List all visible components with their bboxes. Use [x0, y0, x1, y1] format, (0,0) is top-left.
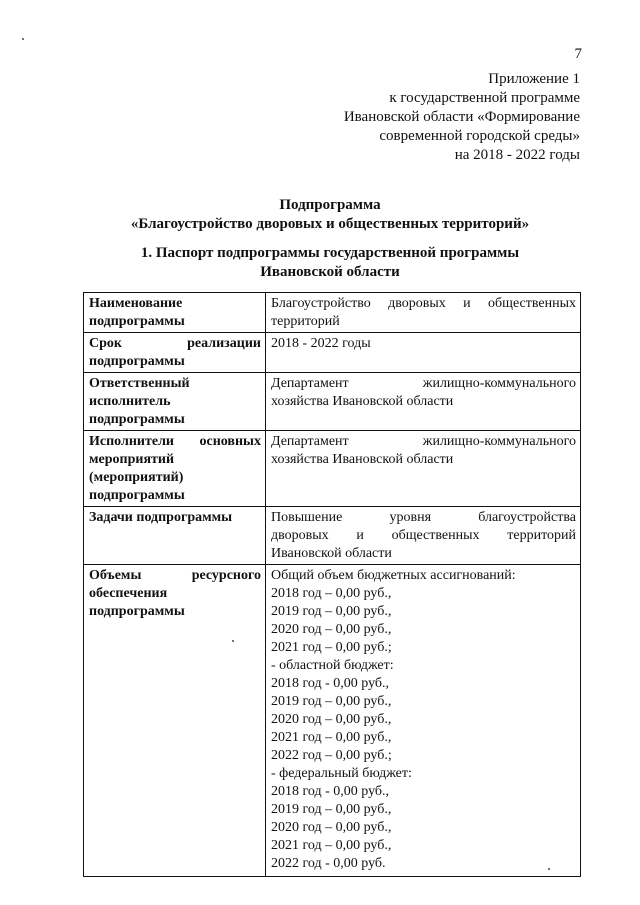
value-line: 2018 год - 0,00 руб., — [271, 676, 390, 691]
row-label — [84, 431, 266, 507]
label-line: подпрограммы — [89, 412, 185, 427]
row-value — [266, 565, 581, 877]
table-row — [84, 373, 581, 431]
passport-table — [83, 292, 581, 877]
scan-speck — [232, 640, 234, 642]
value-line: 2020 год – 0,00 руб., — [271, 820, 392, 835]
row-value — [266, 333, 581, 373]
value-line: территорий — [271, 314, 340, 329]
section-heading-line: 1. Паспорт подпрограммы государственной программы — [140, 245, 520, 261]
label-line: подпрограммы — [89, 354, 185, 369]
row-label — [84, 373, 266, 431]
row-value — [266, 373, 581, 431]
value-line: хозяйства Ивановской области — [271, 394, 454, 409]
label-line: Исполнители основных — [89, 434, 261, 449]
appendix-line: современной городской среды» — [379, 128, 580, 144]
scan-speck — [548, 868, 550, 870]
row-value — [266, 507, 581, 565]
table-row — [84, 507, 581, 565]
value-line: 2021 год – 0,00 руб., — [271, 838, 392, 853]
section-heading — [60, 244, 600, 282]
appendix-line: Ивановской области «Формирование — [343, 109, 580, 125]
table-row — [84, 333, 581, 373]
label-line: Объемы ресурсного — [89, 568, 261, 583]
row-label — [84, 333, 266, 373]
value-line: - федеральный бюджет: — [271, 766, 412, 781]
label-line: обеспечения — [89, 586, 168, 601]
subprogram-name: «Благоустройство дворовых и общественных территорий» — [130, 216, 530, 232]
row-value — [266, 293, 581, 333]
appendix-line: к государственной программе — [389, 90, 580, 106]
value-line: 2022 год - 0,00 руб. — [271, 856, 386, 871]
label-line: исполнитель — [89, 394, 171, 409]
value-line: 2019 год – 0,00 руб., — [271, 694, 392, 709]
value-line: 2022 год – 0,00 руб.; — [271, 748, 392, 763]
label-line: Ответственный — [89, 376, 190, 391]
scan-speck — [22, 38, 24, 40]
row-label — [84, 293, 266, 333]
value-line: 2020 год – 0,00 руб., — [271, 712, 392, 727]
value-line: Повышение уровня благоустройства — [271, 510, 576, 525]
value-line: 2019 год – 0,00 руб., — [271, 802, 392, 817]
label-line: (мероприятий) — [89, 470, 184, 485]
table-row — [84, 431, 581, 507]
row-label — [84, 507, 266, 565]
value-line: - областной бюджет: — [271, 658, 394, 673]
value-line: 2018 - 2022 годы — [271, 336, 371, 351]
value-line: хозяйства Ивановской области — [271, 452, 454, 467]
section-heading-line: Ивановской области — [260, 264, 400, 280]
value-line: Благоустройство дворовых и общественных — [271, 296, 576, 311]
value-line: Департамент жилищно-коммунального — [271, 434, 576, 449]
label-line: подпрограммы — [89, 314, 185, 329]
value-line: Департамент жилищно-коммунального — [271, 376, 576, 391]
subprogram-title — [60, 196, 600, 234]
label-line: мероприятий — [89, 452, 175, 467]
label-line: Наименование — [89, 296, 183, 311]
label-line: Срок реализации — [89, 336, 261, 351]
page-number: 7 — [574, 46, 582, 62]
label-line: Задачи подпрограммы — [89, 510, 233, 525]
table-row — [84, 565, 581, 877]
value-line: дворовых и общественных территорий — [271, 528, 576, 543]
value-line: 2021 год – 0,00 руб.; — [271, 640, 392, 655]
appendix-line: на 2018 - 2022 годы — [454, 147, 580, 163]
row-value — [266, 431, 581, 507]
value-line: Ивановской области — [271, 546, 392, 561]
value-line: 2018 год – 0,00 руб., — [271, 586, 392, 601]
appendix-line: Приложение 1 — [488, 71, 580, 87]
value-line: 2019 год – 0,00 руб., — [271, 604, 392, 619]
row-label — [84, 565, 266, 877]
value-line: 2018 год - 0,00 руб., — [271, 784, 390, 799]
value-line: 2020 год – 0,00 руб., — [271, 622, 392, 637]
value-line: 2021 год – 0,00 руб., — [271, 730, 392, 745]
table-row — [84, 293, 581, 333]
appendix-header — [300, 70, 580, 165]
subprogram-label: Подпрограмма — [279, 197, 381, 213]
label-line: подпрограммы — [89, 488, 185, 503]
label-line: подпрограммы — [89, 604, 185, 619]
value-line: Общий объем бюджетных ассигнований: — [271, 568, 516, 583]
